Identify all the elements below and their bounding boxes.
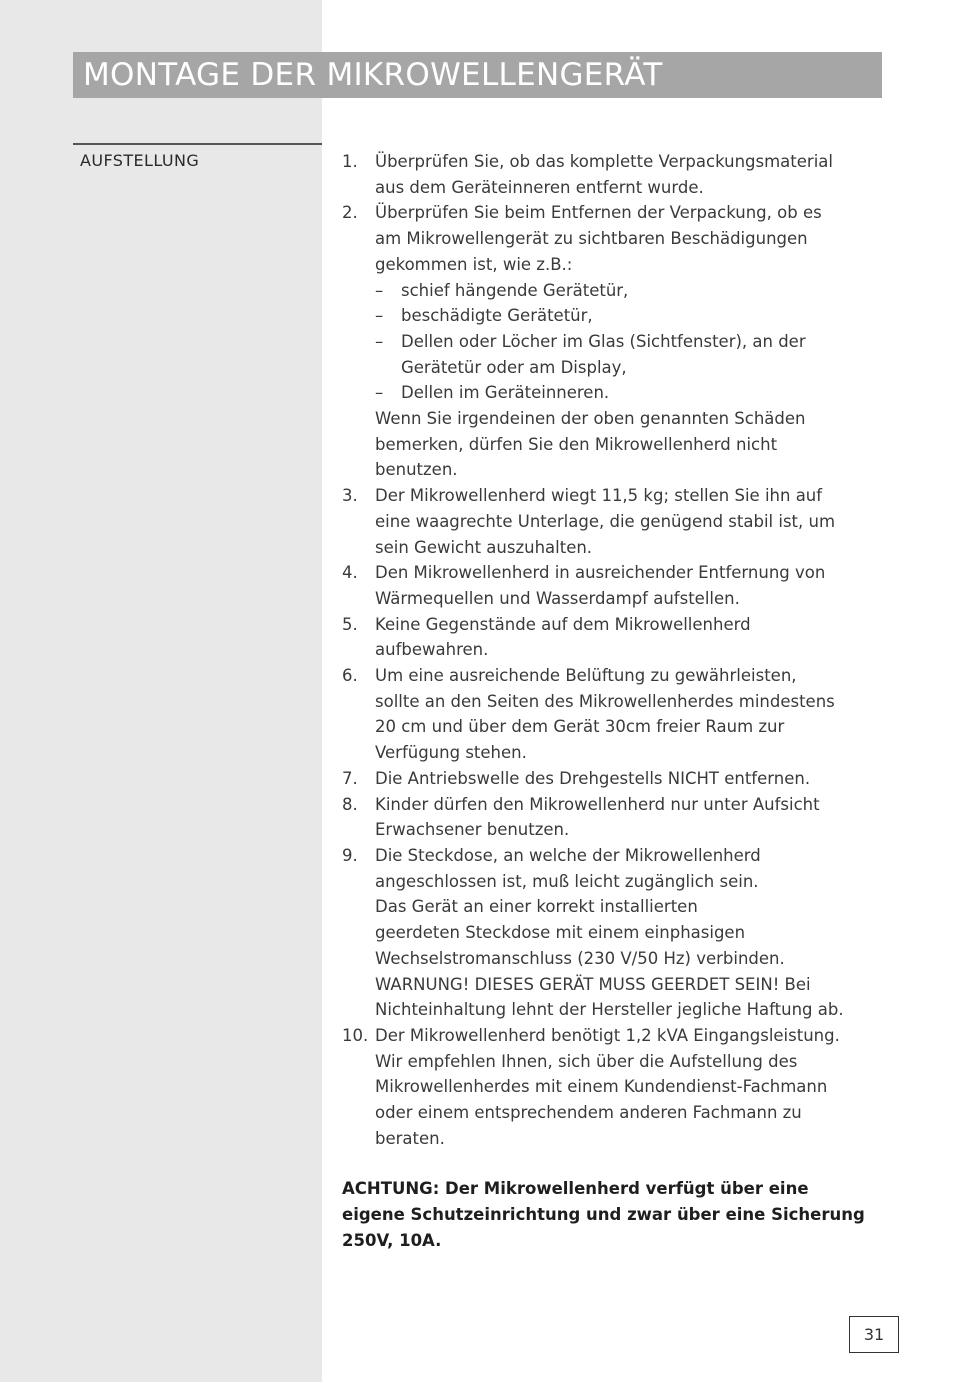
sub-item-line: Dellen oder Löcher im Glas (Sichtfenster), an der xyxy=(401,331,806,351)
warning-line: 250V, 10A. xyxy=(342,1230,442,1250)
warning-line: eigene Schutzeinrichtung und zwar über eine Sicherung xyxy=(342,1205,865,1225)
item-line: 20 cm und über dem Gerät 30cm freier Raum zur xyxy=(375,717,785,737)
sub-list-item xyxy=(375,303,887,329)
item-line: Die Antriebswelle des Drehgestells NICHT entfernen. xyxy=(375,768,811,788)
instructions-list xyxy=(342,149,887,1254)
list-item xyxy=(342,766,887,792)
item-line: eine waagrechte Unterlage, die genügend stabil ist, um xyxy=(375,511,836,531)
list-item xyxy=(342,663,887,766)
item-line: Der Mikrowellenherd wiegt 11,5 kg; stellen Sie ihn auf xyxy=(375,486,823,506)
item-line: geerdeten Steckdose mit einem einphasigen xyxy=(375,923,746,943)
item-line: sein Gewicht auszuhalten. xyxy=(375,537,593,557)
item-line: aufbewahren. xyxy=(375,640,489,660)
item-number: 7. xyxy=(342,768,358,788)
section-divider xyxy=(73,143,322,145)
left-margin-band xyxy=(0,0,322,1382)
item-line: Überprüfen Sie, ob das komplette Verpackungsmaterial xyxy=(375,152,833,171)
item-number: 10. xyxy=(342,1025,369,1045)
list-item xyxy=(342,560,887,611)
damage-note-line: bemerken, dürfen Sie den Mikrowellenherd nicht xyxy=(375,434,778,454)
item-line: Wir empfehlen Ihnen, sich über die Aufstellung des xyxy=(375,1051,798,1071)
list-item xyxy=(342,483,887,560)
warning-notice xyxy=(342,1176,887,1253)
sub-list-item xyxy=(375,278,887,304)
sub-item-line: Dellen im Geräteinneren. xyxy=(401,383,610,403)
dash-bullet: – xyxy=(375,280,384,300)
sub-list-item xyxy=(375,329,887,380)
item-line: Mikrowellenherdes mit einem Kundendienst-Fachmann xyxy=(375,1077,828,1097)
item-line: am Mikrowellengerät zu sichtbaren Beschädigungen xyxy=(375,229,808,249)
dash-bullet: – xyxy=(375,383,384,403)
damage-note-line: benutzen. xyxy=(375,460,458,480)
item-number: 2. xyxy=(342,203,358,223)
item-line: angeschlossen ist, muß leicht zugänglich sein. xyxy=(375,871,759,891)
item-line: Der Mikrowellenherd benötigt 1,2 kVA Eingangsleistung. xyxy=(375,1025,840,1045)
sub-item-line: beschädigte Gerätetür, xyxy=(401,306,593,326)
item-number: 1. xyxy=(342,152,358,171)
page-title: MONTAGE DER MIKROWELLENGERÄT xyxy=(83,57,663,93)
item-line: Den Mikrowellenherd in ausreichender Entfernung von xyxy=(375,563,826,583)
item-number: 9. xyxy=(342,845,358,865)
dash-bullet: – xyxy=(375,331,384,351)
item-number: 5. xyxy=(342,614,358,634)
item-line: Um eine ausreichende Belüftung zu gewährleisten, xyxy=(375,666,797,686)
damage-note-line: Wenn Sie irgendeinen der oben genannten Schäden xyxy=(375,409,806,429)
sub-item-line: schief hängende Gerätetür, xyxy=(401,280,629,300)
item-line: Die Steckdose, an welche der Mikrowellenherd xyxy=(375,845,761,865)
sub-item-line: Gerätetür oder am Display, xyxy=(401,357,627,377)
item-line: Verfügung stehen. xyxy=(375,743,527,763)
item-line: Wechselstromanschluss (230 V/50 Hz) verbinden. xyxy=(375,948,785,968)
item-line: Erwachsener benutzen. xyxy=(375,820,570,840)
list-item xyxy=(342,149,887,200)
warning-line: ACHTUNG: Der Mikrowellenherd verfügt über eine xyxy=(342,1179,809,1199)
item-line: Keine Gegenstände auf dem Mikrowellenherd xyxy=(375,614,751,634)
item-number: 6. xyxy=(342,666,358,686)
list-item xyxy=(342,843,887,1023)
item-line: oder einem entsprechendem anderen Fachmann zu xyxy=(375,1103,802,1123)
item-line: Kinder dürfen den Mikrowellenherd nur unter Aufsicht xyxy=(375,794,820,814)
list-item xyxy=(342,1023,887,1152)
list-item xyxy=(342,792,887,843)
item-line: Nichteinhaltung lehnt der Hersteller jegliche Haftung ab. xyxy=(375,1000,844,1020)
dash-bullet: – xyxy=(375,306,384,326)
item-number: 3. xyxy=(342,486,358,506)
page-number: 31 xyxy=(849,1316,899,1353)
title-bar xyxy=(73,52,882,98)
item-line: aus dem Geräteinneren entfernt wurde. xyxy=(375,177,704,197)
item-number: 4. xyxy=(342,563,358,583)
item-number: 8. xyxy=(342,794,358,814)
item-line: gekommen ist, wie z.B.: xyxy=(375,254,573,274)
item-line: WARNUNG! DIESES GERÄT MUSS GEERDET SEIN! Bei xyxy=(375,974,811,994)
item-line: Überprüfen Sie beim Entfernen der Verpackung, ob es xyxy=(375,203,822,223)
list-item xyxy=(342,200,887,483)
item-line: beraten. xyxy=(375,1128,445,1148)
section-label: AUFSTELLUNG xyxy=(80,151,200,170)
item-line: Wärmequellen und Wasserdampf aufstellen. xyxy=(375,588,740,608)
item-line: sollte an den Seiten des Mikrowellenherdes mindestens xyxy=(375,691,835,711)
sub-list-item xyxy=(375,380,887,406)
item-line: Das Gerät an einer korrekt installierten xyxy=(375,897,698,917)
list-item xyxy=(342,612,887,663)
